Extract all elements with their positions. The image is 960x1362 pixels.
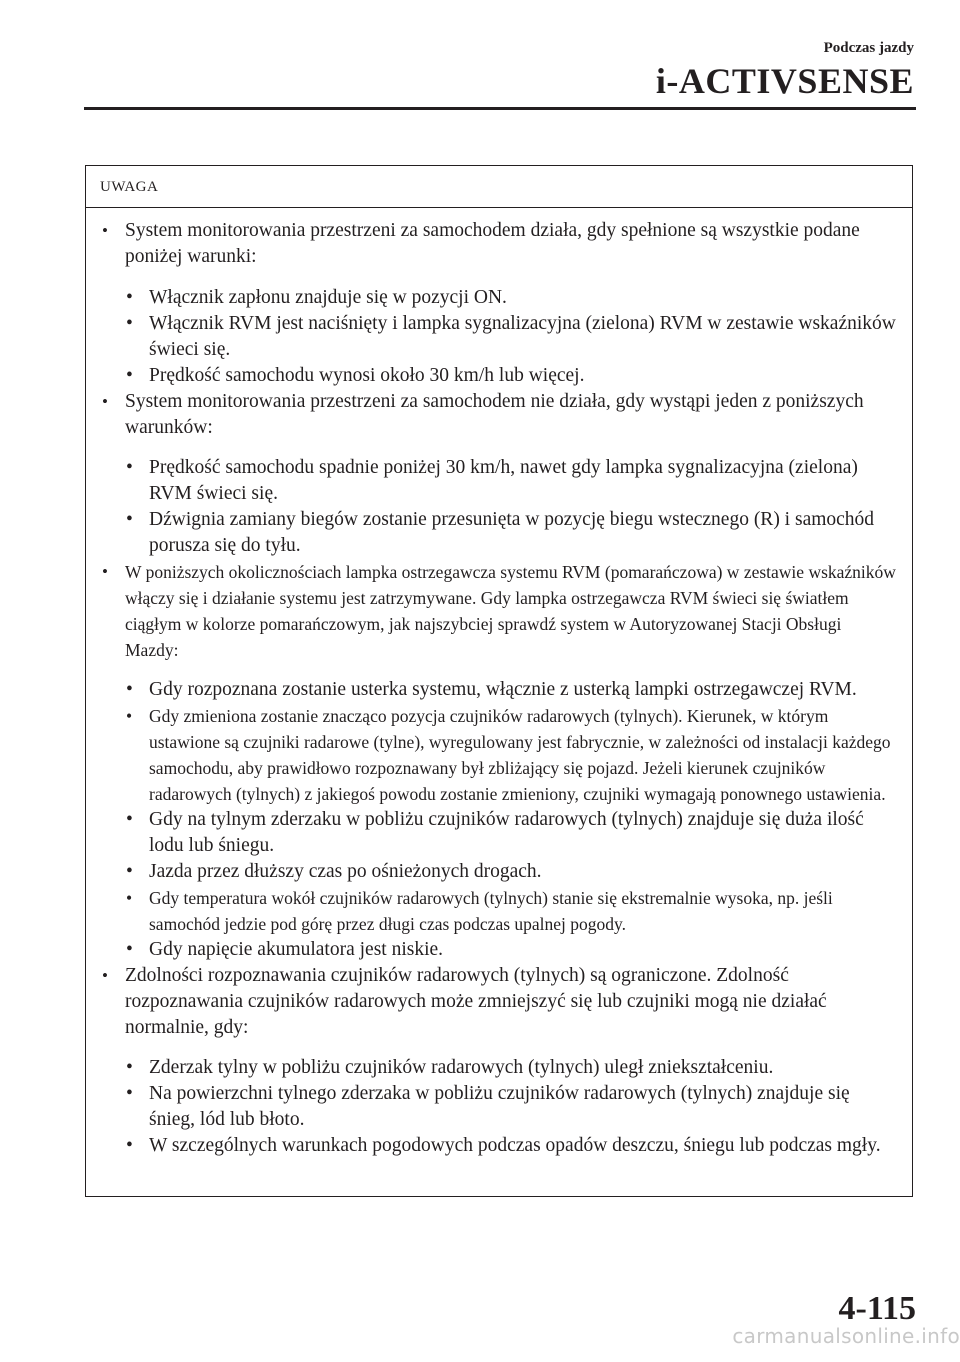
bullet-icon: • bbox=[126, 679, 133, 700]
bullet-icon: • bbox=[102, 221, 108, 240]
sub-list bbox=[100, 1055, 898, 1159]
list-item bbox=[100, 218, 898, 270]
sub-list-item bbox=[100, 859, 898, 885]
sub-list-item-text: Gdy rozpoznana zostanie usterka systemu, włącznie z usterką lampki ostrzegawczej RVM. bbox=[149, 679, 857, 700]
list-item-text: W poniższych okolicznościach lampka ostrzegawcza systemu RVM (pomarańczowa) w zestawie wskaźników włączy się i działanie systemu jest zatrzymywane. Gdy lampka ostrzegawcza RVM świeci się światłem ciągłym w kolorze pomarańczowym, jak najszybciej sprawdź system w Autoryzowanej Stacji Obsługi Mazdy: bbox=[125, 562, 896, 660]
sub-list-item-text: Gdy napięcie akumulatora jest niskie. bbox=[149, 939, 444, 960]
list-item-text: Zdolności rozpoznawania czujników radarowych (tylnych) są ograniczone. Zdolność rozpoznawania czujników radarowych może zmniejszyć się lub czujniki mogą nie działać normalnie, gdy: bbox=[125, 965, 827, 1038]
list-item bbox=[100, 963, 898, 1041]
bullet-icon: • bbox=[126, 1135, 133, 1156]
bullet-icon: • bbox=[126, 313, 133, 334]
sub-list-item-text: Włącznik zapłonu znajduje się w pozycji ON. bbox=[149, 287, 507, 308]
section-header: Podczas jazdy bbox=[823, 40, 914, 56]
note-box bbox=[85, 165, 913, 1197]
bullet-icon: • bbox=[126, 706, 133, 726]
sub-list bbox=[100, 455, 898, 559]
bullet-icon: • bbox=[126, 365, 133, 386]
sub-list-item bbox=[100, 311, 898, 363]
list-item-text: System monitorowania przestrzeni za samochodem nie działa, gdy wystąpi jeden z poniższych warunków: bbox=[125, 391, 864, 438]
bullet-icon: • bbox=[102, 392, 108, 411]
bullet-icon: • bbox=[126, 457, 133, 478]
sub-list-item bbox=[100, 1081, 898, 1133]
header-rule bbox=[84, 107, 916, 110]
note-body bbox=[86, 208, 912, 1159]
list-item bbox=[100, 559, 898, 663]
sub-list-item bbox=[100, 703, 898, 807]
bullet-icon: • bbox=[102, 966, 108, 985]
sub-list-item bbox=[100, 455, 898, 507]
sub-list-item bbox=[100, 937, 898, 963]
sub-list-item-text: Jazda przez dłuższy czas po ośnieżonych drogach. bbox=[149, 861, 542, 882]
bullet-icon: • bbox=[126, 1083, 133, 1104]
bullet-icon: • bbox=[126, 861, 133, 882]
bullet-icon: • bbox=[102, 562, 108, 581]
sub-list-item-text: Na powierzchni tylnego zderzaka w pobliżu czujników radarowych (tylnych) znajduje się śnieg, lód lub błoto. bbox=[149, 1083, 850, 1130]
bullet-icon: • bbox=[126, 939, 133, 960]
sub-list-item-text: W szczególnych warunkach pogodowych podczas opadów deszczu, śniegu lub podczas mgły. bbox=[149, 1135, 881, 1156]
bullet-icon: • bbox=[126, 509, 133, 530]
sub-list-item bbox=[100, 507, 898, 559]
sub-list-item-text: Prędkość samochodu wynosi około 30 km/h lub więcej. bbox=[149, 365, 585, 386]
note-heading: UWAGA bbox=[86, 166, 912, 208]
sub-list-item bbox=[100, 807, 898, 859]
sub-list bbox=[100, 677, 898, 963]
sub-list-item bbox=[100, 677, 898, 703]
page-number: 4-115 bbox=[838, 1290, 916, 1327]
sub-list-item bbox=[100, 363, 898, 389]
sub-list-item bbox=[100, 885, 898, 937]
bullet-icon: • bbox=[126, 888, 133, 908]
list-item-text: System monitorowania przestrzeni za samochodem działa, gdy spełnione są wszystkie podane poniżej warunki: bbox=[125, 220, 860, 267]
sub-list-item-text: Włącznik RVM jest naciśnięty i lampka sygnalizacyjna (zielona) RVM w zestawie wskaźników świeci się. bbox=[149, 313, 896, 360]
chapter-title: i-ACTIVSENSE bbox=[655, 61, 914, 101]
sub-list-item-text: Zderzak tylny w pobliżu czujników radarowych (tylnych) uległ zniekształceniu. bbox=[149, 1057, 774, 1078]
sub-list-item-text: Gdy temperatura wokół czujników radarowych (tylnych) stanie się ekstremalnie wysoka, np. jeśli samochód jedzie pod górę przez długi czas podczas upalnej pogody. bbox=[149, 888, 833, 934]
watermark: carmanualsonline.info bbox=[732, 1324, 960, 1348]
bullet-icon: • bbox=[126, 1057, 133, 1078]
sub-list-item bbox=[100, 1133, 898, 1159]
sub-list-item bbox=[100, 1055, 898, 1081]
sub-list-item-text: Gdy na tylnym zderzaku w pobliżu czujników radarowych (tylnych) znajduje się duża ilość lodu lub śniegu. bbox=[149, 809, 864, 856]
sub-list-item bbox=[100, 285, 898, 311]
bullet-icon: • bbox=[126, 809, 133, 830]
sub-list bbox=[100, 285, 898, 389]
sub-list-item-text: Gdy zmieniona zostanie znacząco pozycja czujników radarowych (tylnych). Kierunek, w którym ustawione są czujniki radarowe (tylne), wyregulowany jest fabrycznie, w zależności od instalacji każdego samochodu, aby prawidłowo rozpoznawany był zbliżający się pojazd. Jeżeli kierunek czujników radarowych (tylnych) z jakiegoś powodu zostanie zmieniony, czujniki wymagają ponownego ustawienia. bbox=[149, 706, 891, 804]
bullet-icon: • bbox=[126, 287, 133, 308]
sub-list-item-text: Prędkość samochodu spadnie poniżej 30 km/h, nawet gdy lampka sygnalizacyjna (zielona) RVM świeci się. bbox=[149, 457, 858, 504]
sub-list-item-text: Dźwignia zamiany biegów zostanie przesunięta w pozycję biegu wstecznego (R) i samochód porusza się do tyłu. bbox=[149, 509, 875, 556]
list-item bbox=[100, 389, 898, 441]
